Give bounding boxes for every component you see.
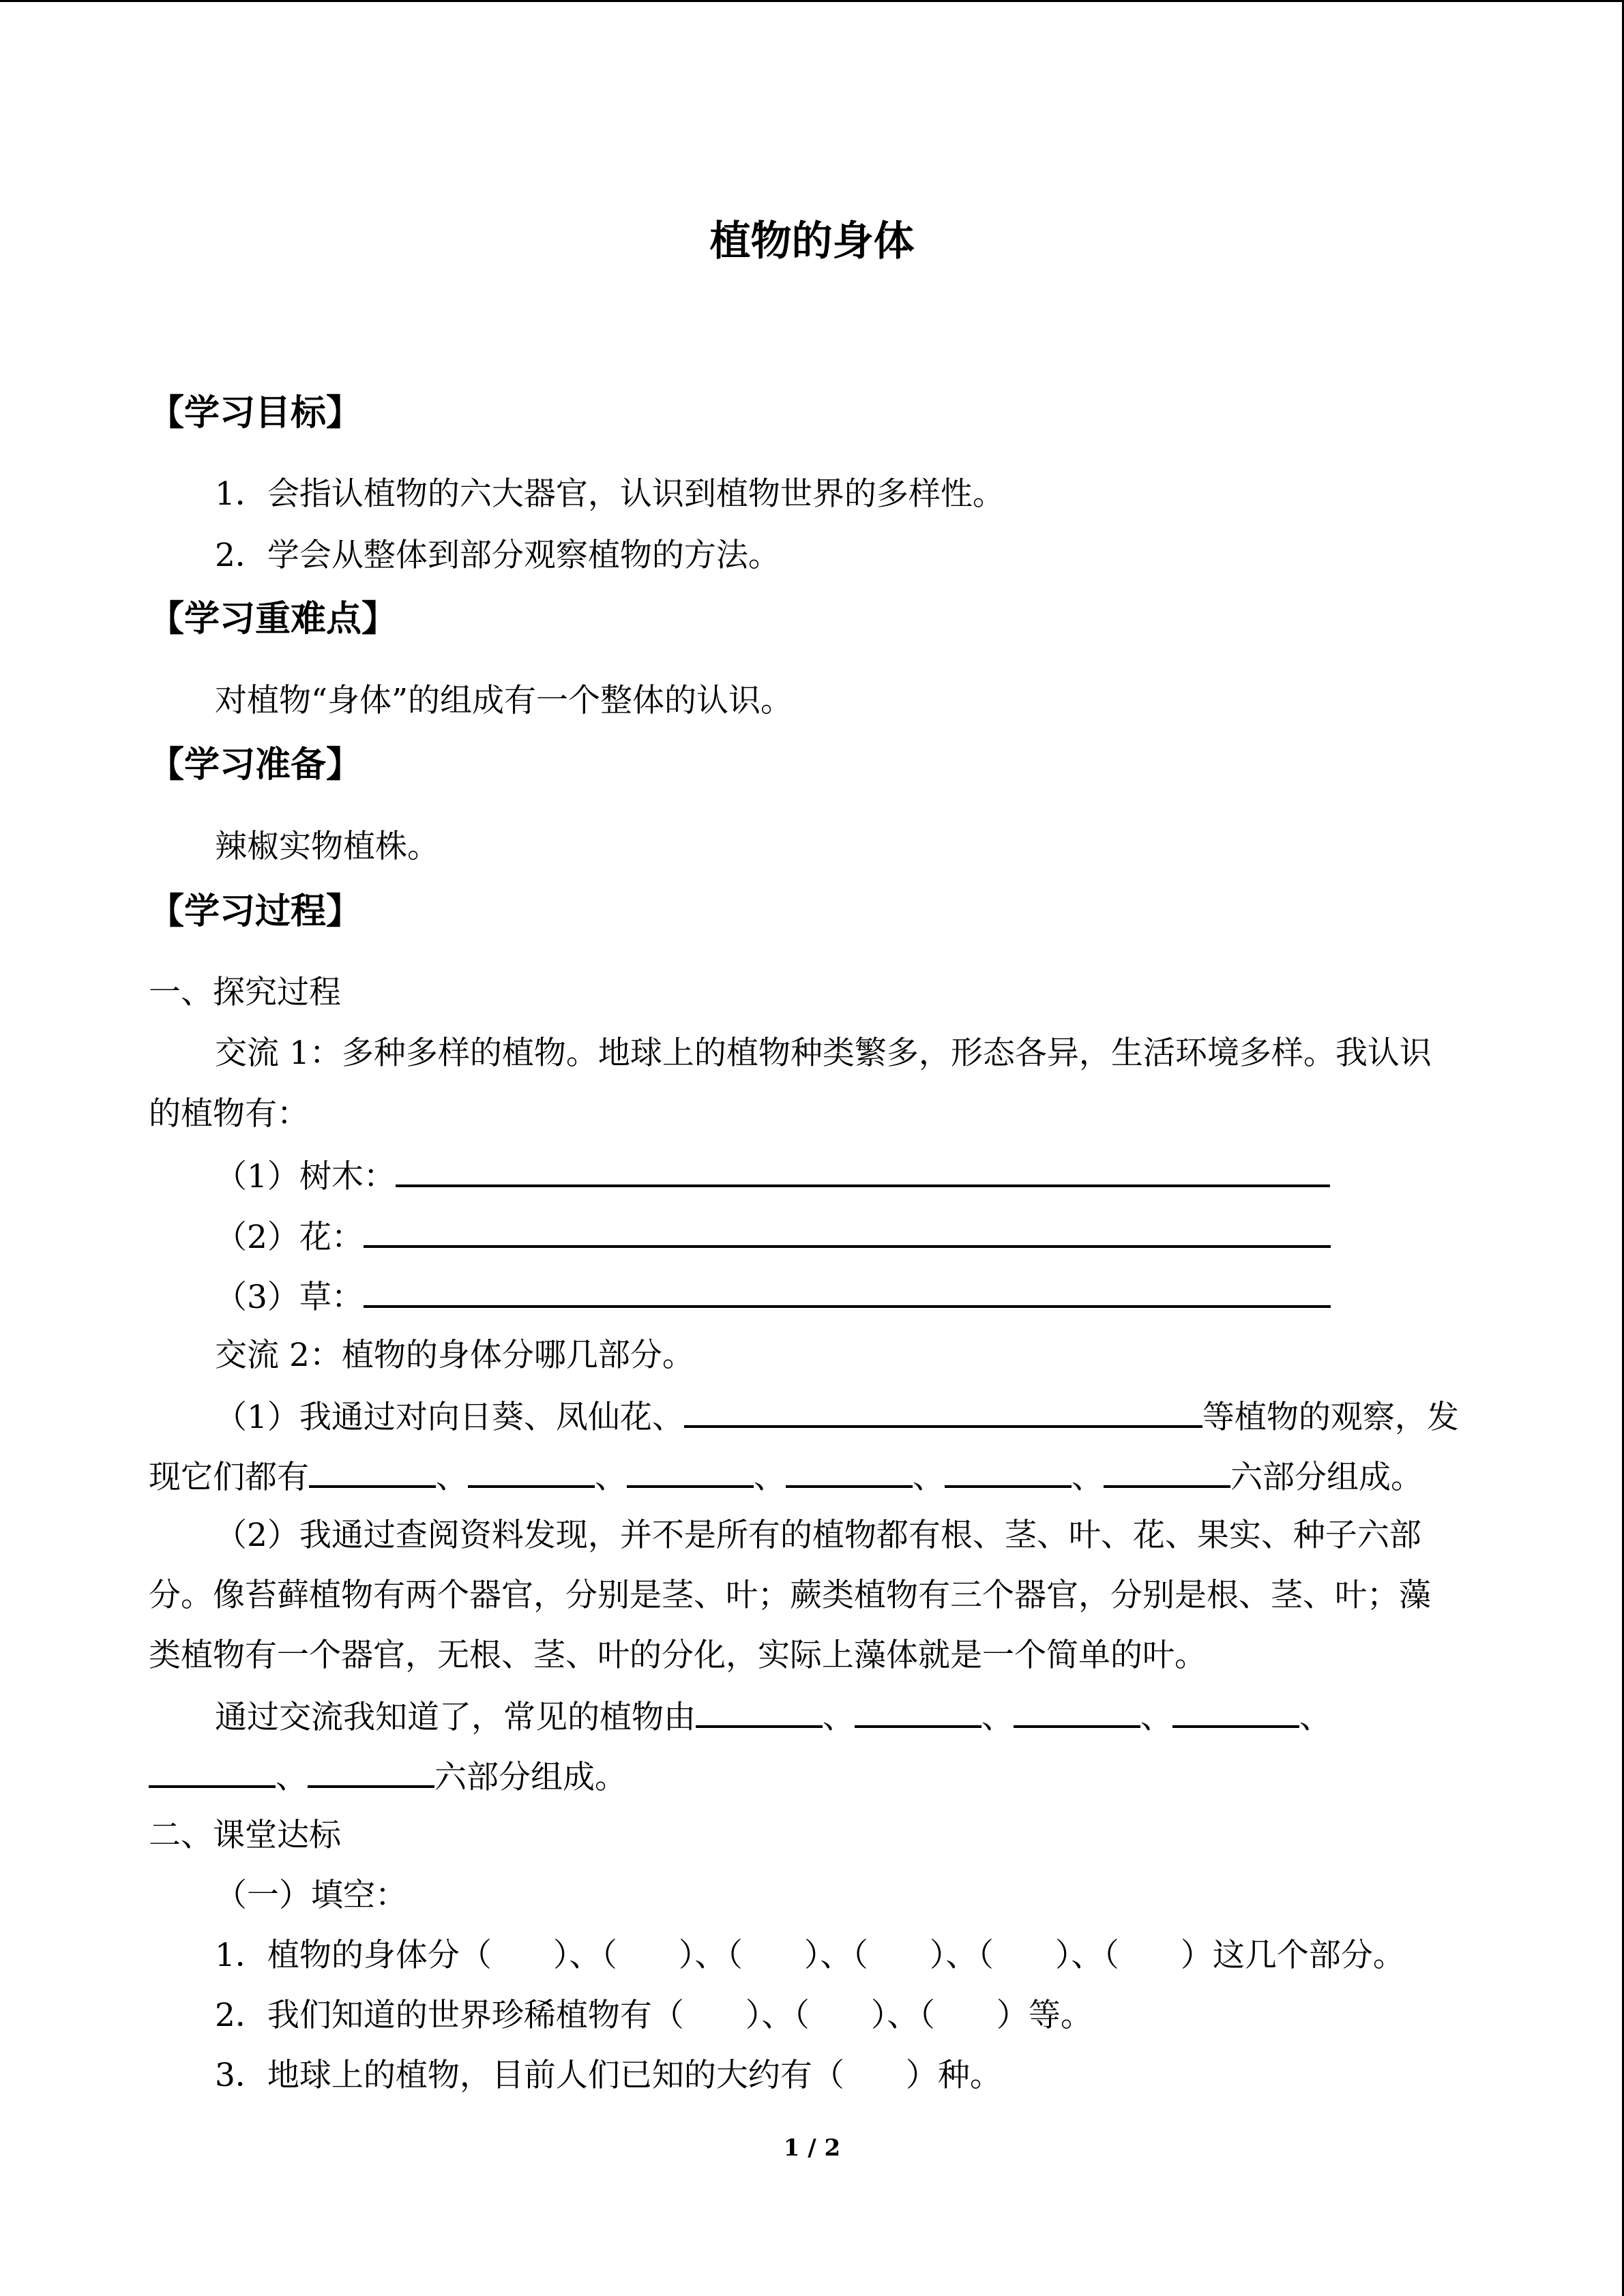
heading-goals: 【学习目标】	[149, 392, 362, 434]
organ-blank-4[interactable]	[786, 1455, 913, 1488]
separator: 、	[1140, 1699, 1172, 1736]
separator: 、	[436, 1459, 468, 1496]
summary-text-a: 通过交流我知道了，常见的植物由	[215, 1699, 696, 1736]
item-flowers-label: （2）花：	[215, 1219, 364, 1256]
summary-blank-3[interactable]	[1014, 1695, 1140, 1728]
item-trees	[215, 1154, 1330, 1197]
q1-start: 1．植物的身体分（	[215, 1937, 492, 1974]
q2-end: ）等。	[996, 1997, 1093, 2034]
observation-text-b: 等植物的观察，发	[1202, 1399, 1459, 1436]
separator: 、	[913, 1459, 945, 1496]
page-number: 1 / 2	[783, 2134, 841, 2162]
item-trees-label: （1）树木：	[215, 1158, 396, 1195]
question-3	[215, 2055, 1002, 2096]
grass-blank[interactable]	[364, 1275, 1331, 1308]
q2-sep: ）、（	[745, 1997, 810, 2034]
item-grass-label: （3）草：	[215, 1279, 364, 1316]
key-text: 对植物“身体”的组成有一个整体的认识。	[215, 682, 793, 719]
page-title: 植物的身体	[709, 218, 915, 265]
observation-text-d: 六部分组成。	[1230, 1459, 1423, 1496]
summary-blank-6[interactable]	[308, 1755, 434, 1788]
q2-sep: ）、（	[870, 1997, 935, 2034]
separator: 、	[1072, 1459, 1104, 1496]
item-grass	[215, 1275, 1331, 1318]
research-line3: 类植物有一个器官，无根、茎、叶的分化，实际上藻体就是一个简单的叶。	[149, 1637, 1207, 1674]
part2-heading: 二、课堂达标	[149, 1817, 341, 1854]
exchange1-line2: 的植物有：	[149, 1095, 309, 1133]
separator: 、	[276, 1759, 308, 1796]
heading-process: 【学习过程】	[149, 891, 362, 932]
heading-key-points: 【学习重难点】	[149, 598, 398, 640]
q3-start: 3．地球上的植物，目前人们已知的大约有（	[215, 2057, 844, 2094]
q3-end: ）种。	[905, 2057, 1002, 2094]
summary-blank-5[interactable]	[149, 1755, 276, 1788]
separator: 、	[595, 1459, 627, 1496]
q2-start: 2．我们知道的世界珍稀植物有（	[215, 1997, 684, 2034]
exchange2: 交流 2：植物的身体分哪几部分。	[215, 1337, 694, 1374]
separator: 、	[823, 1699, 855, 1736]
separator: 、	[754, 1459, 786, 1496]
part1-heading: 一、探究过程	[149, 974, 341, 1011]
q1-end: ）这几个部分。	[1180, 1937, 1405, 1974]
organ-blank-6[interactable]	[1104, 1455, 1230, 1488]
trees-blank[interactable]	[396, 1154, 1330, 1187]
question-2	[215, 1995, 1093, 2036]
summary-blank-2[interactable]	[855, 1695, 981, 1728]
q1-sep: ）、（	[1054, 1937, 1119, 1974]
organ-blank-1[interactable]	[309, 1455, 436, 1488]
question-1	[215, 1935, 1405, 1976]
goal-2: 2．学会从整体到部分观察植物的方法。	[215, 537, 780, 574]
summary-line1	[215, 1695, 1331, 1738]
separator: 、	[981, 1699, 1014, 1736]
summary-line2	[149, 1755, 627, 1798]
research-line2: 分。像苔藓植物有两个器官，分别是茎、叶；蕨类植物有三个器官，分别是根、茎、叶；藻	[149, 1577, 1431, 1614]
item-flowers	[215, 1215, 1331, 1258]
research-line1: （2）我通过查阅资料发现，并不是所有的植物都有根、茎、叶、花、果实、种子六部	[215, 1517, 1421, 1554]
goal-1: 1．会指认植物的六大器官，认识到植物世界的多样性。	[215, 475, 1005, 513]
summary-blank-1[interactable]	[696, 1695, 823, 1728]
prep-text: 辣椒实物植株。	[215, 828, 439, 865]
organ-blank-3[interactable]	[627, 1455, 754, 1488]
summary-text-b: 六部分组成。	[434, 1759, 627, 1796]
organ-blank-5[interactable]	[945, 1455, 1072, 1488]
exchange1-line1: 交流 1：多种多样的植物。地球上的植物种类繁多，形态各异，生活环境多样。我认识	[215, 1034, 1432, 1072]
flowers-blank[interactable]	[364, 1215, 1331, 1248]
q1-sep: ）、（	[552, 1937, 617, 1974]
observation-text-a: （1）我通过对向日葵、凤仙花、	[215, 1399, 684, 1436]
q1-sep: ）、（	[929, 1937, 994, 1974]
heading-preparation: 【学习准备】	[149, 744, 362, 786]
q1-sep: ）、（	[803, 1937, 868, 1974]
observation-line2	[149, 1455, 1423, 1498]
q1-sep: ）、（	[678, 1937, 743, 1974]
observation-text-c: 现它们都有	[149, 1459, 309, 1496]
observation-line1	[215, 1395, 1459, 1438]
plants-observed-blank[interactable]	[684, 1395, 1202, 1428]
fill-in-heading: （一）填空：	[215, 1877, 407, 1914]
organ-blank-2[interactable]	[468, 1455, 595, 1488]
separator: 、	[1299, 1699, 1331, 1736]
summary-blank-4[interactable]	[1172, 1695, 1299, 1728]
